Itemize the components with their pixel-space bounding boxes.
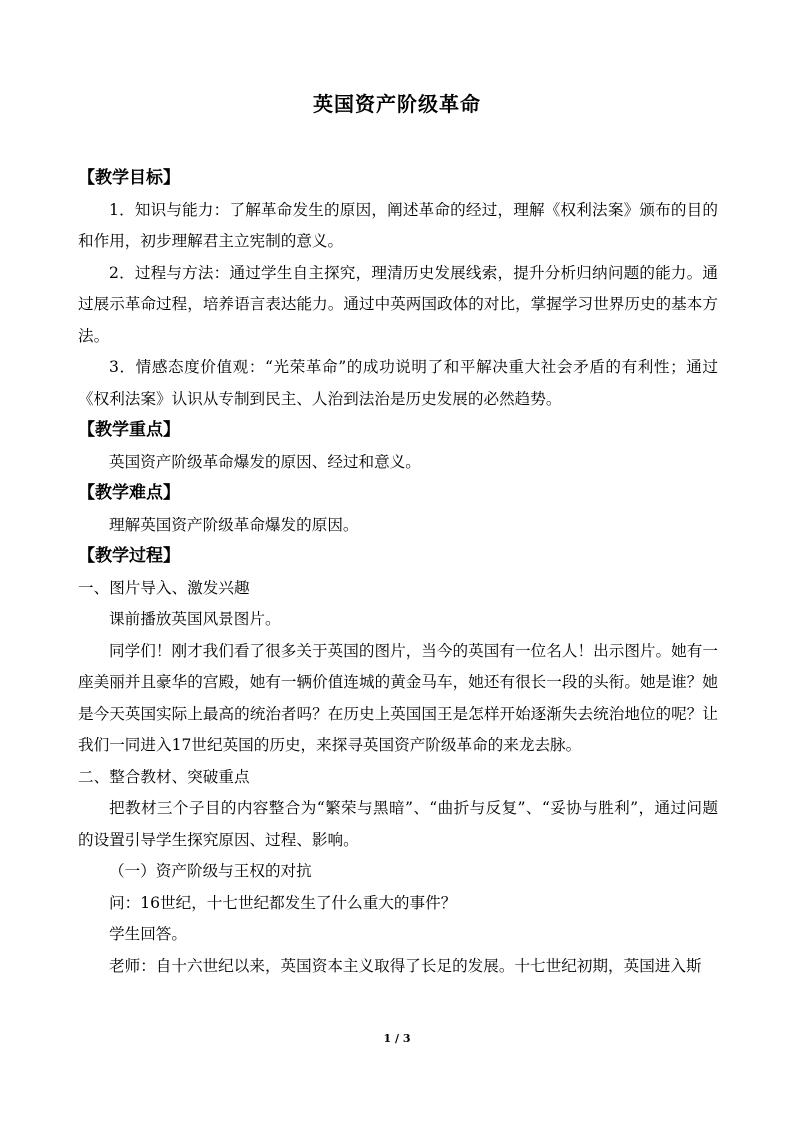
objectives-heading: 【教学目标】 bbox=[78, 168, 180, 188]
key-points-text: 英国资产阶级革命爆发的原因、经过和意义。 bbox=[109, 452, 421, 471]
process-heading: 【教学过程】 bbox=[78, 546, 180, 566]
difficulties-heading: 【教学难点】 bbox=[78, 483, 180, 503]
step-2-paragraph-1: 把教材三个子目的内容整合为“繁荣与黑暗”、“曲折与反复”、“妥协与胜利”，通过问题的设置引导学生探究原因、过程、影响。 bbox=[78, 799, 718, 849]
step-2-teacher: 老师：自十六世纪以来，英国资本主义取得了长足的发展。十七世纪初期，英国进入斯 bbox=[109, 956, 702, 975]
key-points-heading: 【教学重点】 bbox=[78, 420, 180, 440]
step-2-title: 二、整合教材、突破重点 bbox=[78, 767, 250, 786]
step-2-question: 问：16世纪，十七世纪都发生了什么重大的事件？ bbox=[109, 893, 457, 912]
objective-values: 3．情感态度价值观：“光荣革命”的成功说明了和平解决重大社会矛盾的有利性；通过《权利法案》认识从专制到民主、人治到法治是历史发展的必然趋势。 bbox=[78, 358, 718, 408]
difficulties-text: 理解英国资产阶级革命爆发的原因。 bbox=[109, 515, 359, 534]
step-1-title: 一、图片导入、激发兴趣 bbox=[78, 578, 250, 597]
document-body bbox=[78, 163, 718, 982]
document-title: 英国资产阶级革命 bbox=[313, 92, 481, 116]
objective-process: 2．过程与方法：通过学生自主探究，理清历史发展线索，提升分析归纳问题的能力。通过展示革命过程，培养语言表达能力。通过中英两国政体的对比，掌握学习世界历史的基本方法。 bbox=[78, 263, 718, 345]
step-1-paragraph-1: 课前播放英国风景图片。 bbox=[109, 610, 281, 628]
page-number: 1 / 3 bbox=[383, 1032, 411, 1045]
step-2-subheading: （一）资产阶级与王权的对抗 bbox=[109, 862, 312, 880]
step-1-paragraph-2: 同学们！刚才我们看了很多关于英国的图片，当今的英国有一位名人！出示图片。她有一座美丽并且豪华的宫殿，她有一辆价值连城的黄金马车，她还有很长一段的头衔。她是谁？她是今天英国实际上最高的统治者吗？在历史上英国国王是怎样开始逐渐失去统治地位的呢？让我们一同进入17世纪英国的历史，来探寻英国资产阶级革命的来龙去脉。 bbox=[78, 641, 718, 754]
objective-knowledge: 1．知识与能力：了解革命发生的原因，阐述革命的经过，理解《权利法案》颁布的目的和作用，初步理解君主立宪制的意义。 bbox=[78, 200, 718, 250]
step-2-answer: 学生回答。 bbox=[109, 925, 187, 943]
